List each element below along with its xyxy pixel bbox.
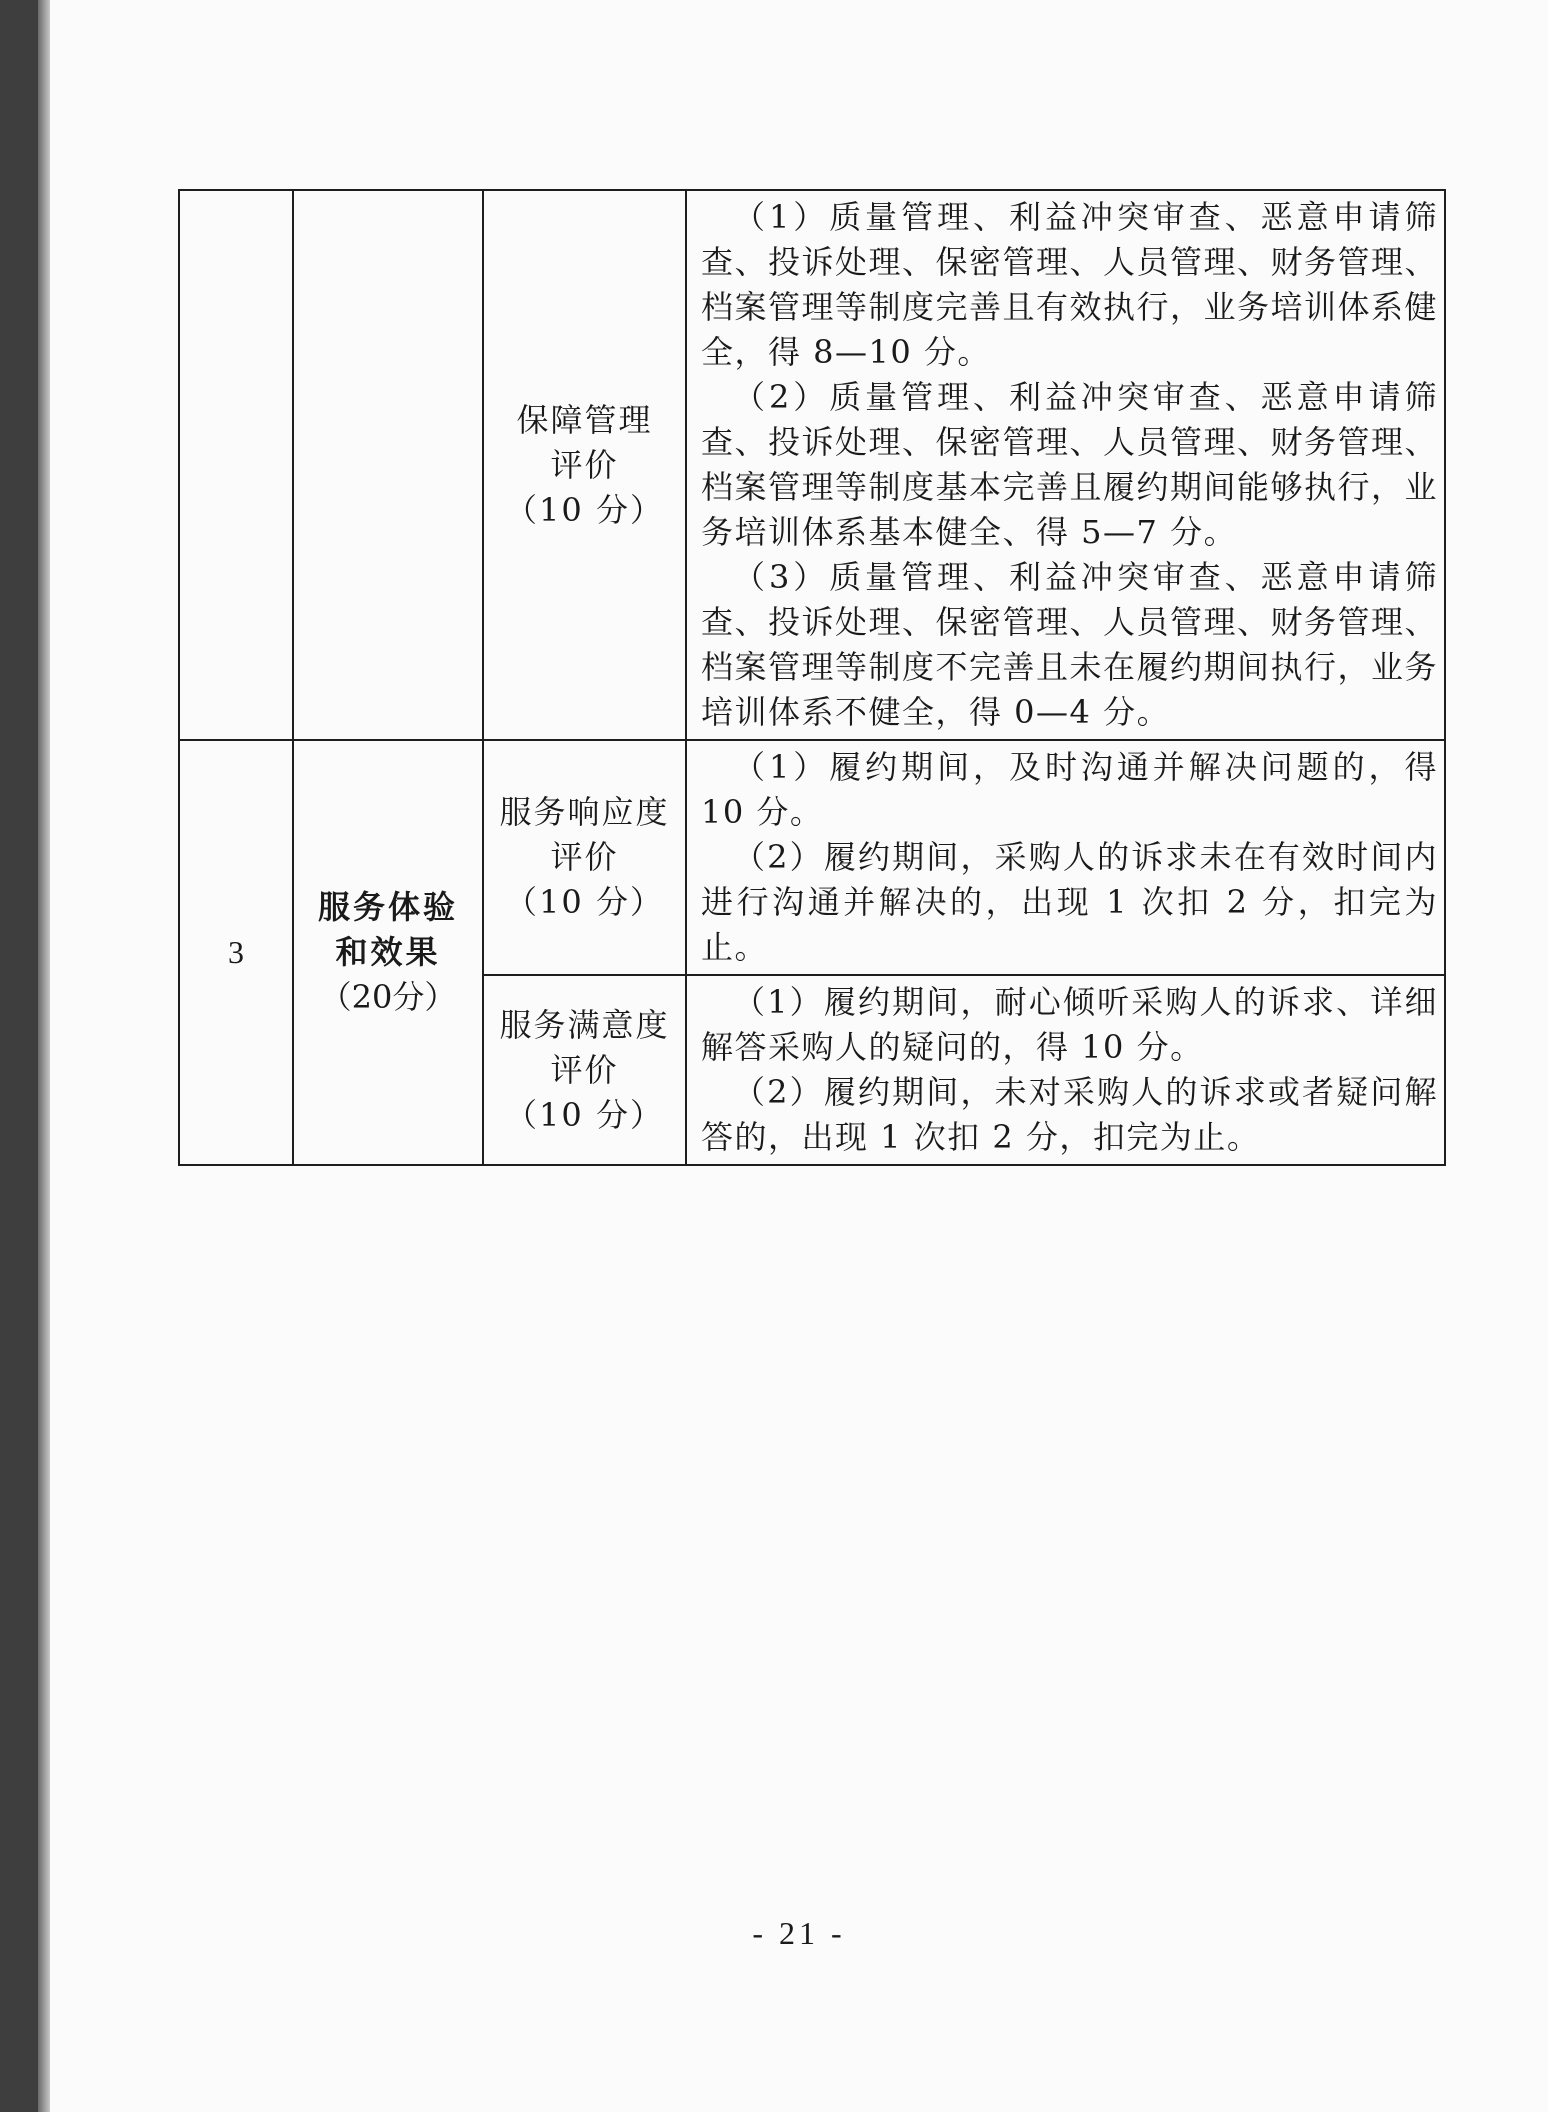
item-score: （10 分）: [505, 1095, 664, 1134]
item-score: （10 分）: [505, 490, 664, 529]
cell-item-response: [483, 740, 686, 975]
criterion: （1）履约期间，耐心倾听采购人的诉求、详细解答采购人的疑问的，得 10 分。: [701, 983, 1438, 1066]
cell-category-service: [293, 740, 483, 1165]
category-name: 服务体验: [317, 888, 458, 926]
criterion: （1）质量管理、利益冲突审查、恶意申请筛查、投诉处理、保密管理、人员管理、财务管理、档案管理等制度完善且有效执行，业务培训体系健全，得 8—10 分。: [701, 198, 1439, 371]
cell-number: 3: [179, 740, 293, 1165]
page-number: - 21 -: [752, 1915, 846, 1951]
item-name: 服务满意度: [499, 1005, 670, 1044]
criterion: （2）质量管理、利益冲突审查、恶意申请筛查、投诉处理、保密管理、人员管理、财务管理、档案管理等制度基本完善且履约期间能够执行，业务培训体系基本健全、得 5—7 分。: [701, 378, 1439, 551]
item-sub: 评价: [550, 1050, 619, 1089]
criterion: （2）履约期间，未对采购人的诉求或者疑问解答的，出现 1 次扣 2 分，扣完为止。: [701, 1073, 1438, 1156]
category-score: （20分）: [319, 978, 457, 1016]
criterion: （1）履约期间，及时沟通并解决问题的，得 10 分。: [701, 748, 1438, 831]
table-row-service-response: [179, 740, 1445, 975]
cell-category-empty: [293, 190, 483, 740]
cell-criteria-satisfaction: [686, 975, 1445, 1165]
item-sub: 评价: [550, 445, 619, 484]
cell-criteria-guarantee: [686, 190, 1445, 740]
cell-number-empty: [179, 190, 293, 740]
table-row-guarantee: [179, 190, 1445, 740]
item-name: 服务响应度: [499, 793, 670, 831]
evaluation-table: [178, 189, 1446, 1166]
item-sub: 评价: [550, 838, 619, 876]
cell-criteria-response: [686, 740, 1445, 975]
item-name: 保障管理: [516, 400, 653, 439]
criterion: （3）质量管理、利益冲突审查、恶意申请筛查、投诉处理、保密管理、人员管理、财务管理、档案管理等制度不完善且未在履约期间执行，业务培训体系不健全，得 0—4 分。: [701, 558, 1439, 731]
item-score: （10 分）: [505, 883, 664, 921]
document-page: [50, 0, 1548, 2112]
criterion: （2）履约期间，采购人的诉求未在有效时间内进行沟通并解决的，出现 1 次扣 2 分，扣完为止。: [701, 838, 1438, 966]
cell-item-satisfaction: [483, 975, 686, 1165]
category-name: 和效果: [335, 933, 441, 971]
cell-item-guarantee: [483, 190, 686, 740]
